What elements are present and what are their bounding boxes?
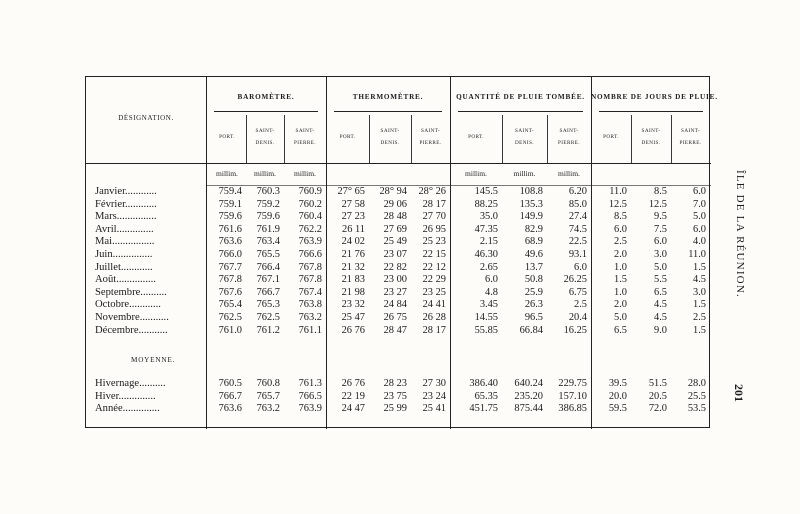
table-cell: 24 41: [422, 299, 446, 311]
subcol-header: SAINT- DENIS.: [380, 128, 400, 146]
table-cell: 82.9: [524, 223, 543, 235]
table-cell: 759.4: [218, 186, 242, 197]
table-cell: 28° 94: [379, 186, 407, 197]
page-number: 201: [732, 384, 746, 402]
month-row-label: Avril..............: [95, 223, 154, 235]
table-cell: 26 76: [341, 324, 365, 336]
unit-label: millim.: [513, 169, 536, 178]
table-cell: 22 12: [422, 261, 446, 273]
table-cell: 25.9: [524, 286, 543, 298]
table-cell: 22 82: [383, 261, 407, 273]
table-cell: 25 47: [341, 312, 365, 323]
subcol-header: PORT.: [603, 134, 619, 140]
table-cell: 6.0: [693, 223, 706, 235]
table-cell: 23 25: [422, 286, 446, 298]
table-cell: 47.35: [474, 223, 498, 235]
table-cell: 8.5: [614, 211, 627, 223]
table-cell: 5.0: [693, 211, 706, 223]
table-cell: 85.0: [568, 198, 587, 210]
table-cell: 765.5: [256, 249, 280, 260]
table-cell: 3.0: [693, 286, 706, 298]
table-cell: 108.8: [519, 186, 543, 197]
table-cell: 21 32: [341, 261, 365, 273]
table-cell: 25.5: [687, 390, 706, 402]
table-cell: 760.9: [298, 186, 322, 197]
table-cell: 26.25: [563, 274, 587, 286]
table-cell: 35.0: [479, 211, 498, 223]
table-cell: 96.5: [524, 312, 543, 323]
unit-label: millim.: [254, 169, 276, 178]
table-cell: 767.8: [298, 261, 322, 273]
table-cell: 759.6: [218, 211, 242, 223]
table-cell: 26 95: [422, 223, 446, 235]
month-row-label: Mars...............: [95, 211, 157, 223]
table-cell: 766.6: [298, 249, 322, 260]
table-cell: 12.5: [648, 198, 667, 210]
table-cell: 5.0: [614, 312, 627, 323]
table-cell: 7.5: [654, 223, 667, 235]
subcol-header: SAINT- DENIS.: [641, 128, 661, 146]
table-cell: 23 24: [422, 390, 446, 402]
table-cell: 5.0: [654, 261, 667, 273]
table-cell: 761.3: [298, 378, 322, 389]
table-cell: 765.7: [256, 390, 280, 402]
table-cell: 27 70: [422, 211, 446, 223]
table-cell: 1.5: [693, 324, 706, 336]
table-cell: 6.0: [614, 223, 627, 235]
table-cell: 766.5: [298, 390, 322, 402]
table-cell: 229.75: [558, 378, 587, 389]
subcol-header: SAINT- PIERRE.: [294, 128, 316, 146]
table-cell: 24 84: [383, 299, 407, 311]
table-cell: 28.0: [687, 378, 706, 389]
group-brace: [214, 105, 318, 112]
table-cell: 29 06: [383, 198, 407, 210]
table-cell: 761.6: [218, 223, 242, 235]
table-cell: 7.0: [693, 198, 706, 210]
unit-label: millim.: [558, 169, 580, 178]
table-cell: 28° 26: [418, 186, 446, 197]
table-cell: 760.5: [218, 378, 242, 389]
table-cell: 765.3: [256, 299, 280, 311]
table-cell: 20.5: [648, 390, 667, 402]
table-cell: 25 99: [383, 403, 407, 415]
table-cell: 66.84: [519, 324, 543, 336]
table-cell: 4.5: [654, 299, 667, 311]
table-cell: 27 58: [341, 198, 365, 210]
table-cell: 759.2: [256, 198, 280, 210]
table-cell: 28 17: [422, 324, 446, 336]
table-cell: 27.4: [568, 211, 587, 223]
subcol-header: PORT.: [339, 134, 356, 140]
table-cell: 6.75: [568, 286, 587, 298]
table-cell: 22.5: [568, 236, 587, 248]
table-cell: 23 75: [383, 390, 407, 402]
table-cell: 1.0: [614, 286, 627, 298]
table-cell: 24 02: [341, 236, 365, 248]
table-cell: 767.8: [298, 274, 322, 286]
group-header: QUANTITÉ DE PLUIE TOMBÉE.: [456, 93, 585, 101]
average-row-label: Année..............: [95, 403, 160, 415]
table-cell: 21 98: [341, 286, 365, 298]
table-cell: 2.5: [693, 312, 706, 323]
group-header: BAROMÈTRE.: [237, 93, 295, 101]
table-cell: 21 76: [341, 249, 365, 260]
table-cell: 11.0: [609, 186, 627, 197]
table-cell: 766.7: [256, 286, 280, 298]
table-cell: 59.5: [608, 403, 627, 415]
table-cell: 24 47: [341, 403, 365, 415]
table-cell: 767.8: [218, 274, 242, 286]
table-cell: 235.20: [514, 390, 543, 402]
month-row-label: Janvier............: [95, 186, 157, 197]
col-divider: [206, 77, 207, 429]
table-cell: 761.0: [218, 324, 242, 336]
table-cell: 451.75: [469, 403, 498, 415]
table-cell: 767.7: [218, 261, 242, 273]
table-cell: 2.65: [479, 261, 498, 273]
group-brace: [458, 105, 583, 112]
table-cell: 4.8: [485, 286, 498, 298]
table-cell: 760.4: [298, 211, 322, 223]
table-cell: 763.2: [298, 312, 322, 323]
table-cell: 3.45: [479, 299, 498, 311]
group-header: NOMBRE DE JOURS DE PLUIE.: [591, 93, 718, 101]
table-cell: 20.4: [568, 312, 587, 323]
month-row-label: Juillet............: [95, 261, 153, 273]
month-row-label: Décembre...........: [95, 324, 168, 336]
table-cell: 762.2: [298, 223, 322, 235]
table-cell: 135.3: [519, 198, 543, 210]
table-cell: 761.2: [256, 324, 280, 336]
table-cell: 27 23: [341, 211, 365, 223]
table-cell: 23 00: [383, 274, 407, 286]
unit-label: millim.: [465, 169, 487, 178]
table-cell: 386.85: [558, 403, 587, 415]
table-cell: 27 69: [383, 223, 407, 235]
table-cell: 46.30: [474, 249, 498, 260]
table-cell: 763.6: [218, 403, 242, 415]
month-row-label: Septembre..........: [95, 286, 167, 298]
table-cell: 157.10: [558, 390, 587, 402]
table-cell: 6.0: [574, 261, 587, 273]
table-cell: 25 49: [383, 236, 407, 248]
table-cell: 23 27: [383, 286, 407, 298]
table-cell: 72.0: [648, 403, 667, 415]
month-row-label: Février............: [95, 198, 157, 210]
table-cell: 23 07: [383, 249, 407, 260]
table-cell: 21 83: [341, 274, 365, 286]
table-cell: 1.0: [614, 261, 627, 273]
table-cell: 6.5: [654, 286, 667, 298]
table-cell: 767.6: [218, 286, 242, 298]
table-cell: 27° 65: [337, 186, 365, 197]
table-cell: 4.5: [693, 274, 706, 286]
table-cell: 875.44: [514, 403, 543, 415]
table-cell: 22 15: [422, 249, 446, 260]
table-cell: 4.0: [693, 236, 706, 248]
table-cell: 68.9: [524, 236, 543, 248]
table-cell: 6.0: [693, 186, 706, 197]
table-cell: 4.5: [654, 312, 667, 323]
table-cell: 762.5: [218, 312, 242, 323]
table-cell: 49.6: [524, 249, 543, 260]
table-cell: 26 11: [342, 223, 365, 235]
table-cell: 13.7: [524, 261, 543, 273]
table-cell: 765.4: [218, 299, 242, 311]
table-cell: 74.5: [568, 223, 587, 235]
table-cell: 39.5: [608, 378, 627, 389]
group-header: THERMOMÈTRE.: [352, 93, 424, 101]
table-cell: 8.5: [654, 186, 667, 197]
table-cell: 145.5: [474, 186, 498, 197]
table-cell: 50.8: [524, 274, 543, 286]
table-cell: 760.2: [298, 198, 322, 210]
average-row-label: Hivernage..........: [95, 378, 166, 389]
table-cell: 16.25: [563, 324, 587, 336]
table-cell: 6.0: [485, 274, 498, 286]
table-cell: 760.3: [256, 186, 280, 197]
subcol-header: SAINT- DENIS.: [255, 128, 275, 146]
table-cell: 22 19: [341, 390, 365, 402]
subcol-header: SAINT- PIERRE.: [679, 128, 702, 146]
table-cell: 763.9: [298, 236, 322, 248]
table-cell: 14.55: [474, 312, 498, 323]
table-cell: 760.8: [256, 378, 280, 389]
table-cell: 763.4: [256, 236, 280, 248]
table-cell: 28 17: [422, 198, 446, 210]
table-cell: 6.20: [568, 186, 587, 197]
designation-header: DÉSIGNATION.: [118, 114, 174, 122]
subcol-header: PORT.: [468, 134, 484, 140]
table-cell: 149.9: [519, 211, 543, 223]
table-cell: 9.5: [654, 211, 667, 223]
data-table: [85, 76, 718, 428]
table-cell: 763.2: [256, 403, 280, 415]
table-cell: 2.0: [614, 249, 627, 260]
subcol-header: SAINT- DENIS.: [515, 128, 534, 146]
month-row-label: Novembre...........: [95, 312, 169, 323]
table-cell: 386.40: [469, 378, 498, 389]
table-cell: 55.85: [474, 324, 498, 336]
month-row-label: Juin...............: [95, 249, 153, 260]
table-cell: 26 75: [383, 312, 407, 323]
table-cell: 2.15: [479, 236, 498, 248]
unit-label: millim.: [216, 169, 238, 178]
table-cell: 28 48: [383, 211, 407, 223]
table-cell: 2.5: [614, 236, 627, 248]
table-cell: 23 32: [341, 299, 365, 311]
table-cell: 88.25: [474, 198, 498, 210]
table-cell: 2.5: [574, 299, 587, 311]
table-cell: 767.4: [298, 286, 322, 298]
table-cell: 25 41: [422, 403, 446, 415]
group-brace: [599, 105, 703, 112]
table-cell: 11.0: [688, 249, 706, 260]
table-cell: 26.3: [524, 299, 543, 311]
table-cell: 20.0: [608, 390, 627, 402]
table-cell: 6.5: [614, 324, 627, 336]
table-cell: 3.0: [654, 249, 667, 260]
table-cell: 759.1: [218, 198, 242, 210]
table-cell: 93.1: [568, 249, 587, 260]
running-title: ÎLE DE LA RÉUNION.: [734, 170, 746, 298]
header-rule: [86, 163, 711, 164]
table-cell: 1.5: [614, 274, 627, 286]
subcol-header: SAINT- PIERRE.: [419, 128, 442, 146]
table-cell: 759.6: [256, 211, 280, 223]
table-cell: 766.7: [218, 390, 242, 402]
table-cell: 762.5: [256, 312, 280, 323]
table-cell: 27 30: [422, 378, 446, 389]
table-cell: 2.0: [614, 299, 627, 311]
table-cell: 6.0: [654, 236, 667, 248]
moyenne-title: MOYENNE.: [131, 356, 176, 364]
table-cell: 766.0: [218, 249, 242, 260]
month-row-label: Mai................: [95, 236, 155, 248]
table-cell: 761.9: [256, 223, 280, 235]
table-cell: 9.0: [654, 324, 667, 336]
table-cell: 25 23: [422, 236, 446, 248]
unit-label: millim.: [294, 169, 316, 178]
table-cell: 51.5: [648, 378, 667, 389]
table-cell: 767.1: [256, 274, 280, 286]
table-cell: 12.5: [608, 198, 627, 210]
month-row-label: Octobre............: [95, 299, 161, 311]
subcol-header: PORT.: [219, 134, 235, 140]
subcol-header: SAINT- PIERRE.: [558, 128, 580, 146]
table-cell: 763.8: [298, 299, 322, 311]
table-cell: 22 29: [422, 274, 446, 286]
table-cell: 1.5: [693, 261, 706, 273]
table-cell: 761.1: [298, 324, 322, 336]
table-cell: 28 23: [383, 378, 407, 389]
table-cell: 26 28: [422, 312, 446, 323]
table-cell: 763.9: [298, 403, 322, 415]
average-row-label: Hiver..............: [95, 390, 156, 402]
table-cell: 28 47: [383, 324, 407, 336]
table-cell: 1.5: [693, 299, 706, 311]
table-cell: 5.5: [654, 274, 667, 286]
table-cell: 763.6: [218, 236, 242, 248]
table-cell: 65.35: [474, 390, 498, 402]
table-cell: 53.5: [687, 403, 706, 415]
table-cell: 26 76: [341, 378, 365, 389]
group-brace: [334, 105, 442, 112]
table-cell: 766.4: [256, 261, 280, 273]
table-cell: 640.24: [514, 378, 543, 389]
month-row-label: Août...............: [95, 274, 156, 286]
